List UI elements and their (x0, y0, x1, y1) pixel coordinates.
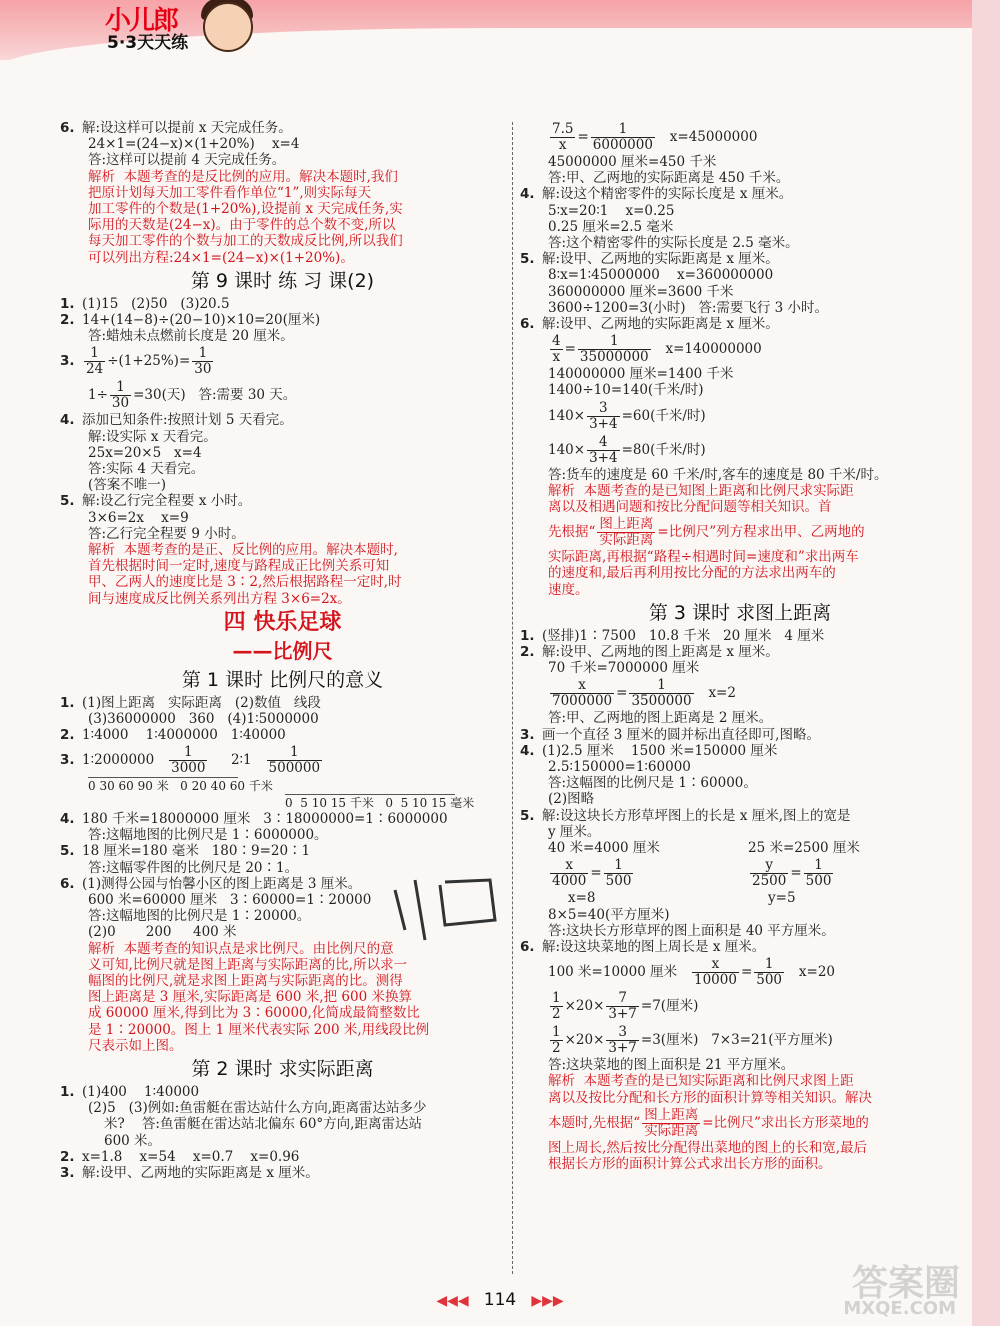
analysis-block (520, 1073, 960, 1172)
numerator: 图上距离 (599, 516, 654, 533)
denominator: 实际距离 (599, 532, 654, 549)
answer-line: 答:蜡烛未点燃前长度是 20 厘米。 (88, 328, 294, 345)
numerator: 1 (552, 1024, 561, 1041)
question-number: 1. (60, 295, 75, 312)
fraction (629, 678, 693, 709)
answer-line: 答:乙行完全程要 9 小时。 (88, 525, 245, 542)
answer-line: 5∶x=20∶1 x=0.25 (548, 202, 675, 219)
analysis-line: 解析 本题考查的是已知图上距离和比例尺求实际距 (548, 482, 854, 499)
answer-line: 解:设甲、乙两地的图上距离是 x 厘米。 (542, 644, 779, 661)
fraction (578, 334, 651, 365)
fraction (597, 517, 655, 548)
answer-line: 600 米=60000 厘米 3∶60000=1∶20000 (88, 891, 372, 908)
denominator: 24 (86, 361, 104, 378)
fraction (606, 1025, 639, 1056)
analysis-line: 把原计划每天加工零件看作单位“1”,则实际每天 (88, 184, 372, 201)
answer-line: (2)5 (3)例如:鱼雷艇在雷达站什么方向,距离雷达站多少 (88, 1100, 427, 1117)
numerator: 7 (618, 990, 627, 1007)
answer-line: 2.5∶150000=1∶60000 (548, 759, 691, 776)
question-number: 1. (520, 627, 535, 644)
expression: ×20× (564, 1032, 605, 1049)
answer-line: 答:这幅图的比例尺是 1∶60000。 (548, 775, 757, 792)
denominator: 6000000 (592, 137, 653, 153)
scale-ratio: 1∶2000000 (82, 752, 155, 769)
line-scale: 0 30 60 90 米 0 20 40 60 千米 (88, 779, 273, 794)
lesson-heading: 第 2 课时 求实际距离 (191, 1057, 374, 1080)
answer-line: (3)36000000 360 (4)1∶5000000 (88, 711, 319, 728)
pen-scribble (385, 870, 515, 960)
fraction (550, 678, 614, 709)
denominator: 2 (552, 1040, 561, 1057)
question-number: 4. (60, 810, 75, 827)
question-number: 6. (60, 120, 75, 136)
question-number: 3. (60, 1164, 75, 1181)
numerator: 1 (764, 956, 774, 973)
line-scale: 0 5 10 15 千米 0 5 10 15 毫米 (285, 795, 475, 810)
question-number: 1. (60, 694, 75, 711)
answer-line: y 厘米。 (548, 823, 601, 840)
fraction (606, 991, 639, 1022)
question-number: 3. (520, 726, 535, 743)
answer-line: 解:设这个精密零件的实际长度是 x 厘米。 (542, 186, 793, 203)
mascot-icon (203, 2, 253, 52)
analysis-line: 速度。 (548, 581, 589, 598)
analysis-line: 成 60000 厘米,得到比为 3∶60000,化简成最简整数比 (88, 1005, 420, 1022)
expression: = (577, 129, 589, 145)
analysis-line: 图上周长,然后按比分配得出菜地的图上的长和宽,最后 (548, 1139, 868, 1156)
numerator: x (565, 857, 573, 874)
analysis-line: 先根据“ (548, 524, 596, 541)
prev-arrows-icon: ◀◀◀ (436, 1293, 469, 1309)
watermark-url: MXQE.COM (843, 1298, 956, 1319)
column-divider (512, 122, 513, 1274)
next-arrows-icon: ▶▶▶ (531, 1293, 564, 1309)
analysis-line: 首先根据时间一定时,速度与路程成正比例关系可知 (88, 558, 390, 575)
analysis-line: 根据长方形的面积计算公式求出长方形的面积。 (548, 1155, 832, 1172)
answer-line: 18 厘米=180 毫米 180∶9=20∶1 (82, 843, 311, 860)
expression: 140× (548, 407, 586, 424)
numerator: 图上距离 (644, 1106, 699, 1123)
unit-subtitle: ——比例尺 (232, 638, 333, 663)
answer-line: (答案不唯一) (88, 477, 167, 494)
lesson-heading: 第 9 课时 练 习 课(2) (190, 269, 375, 292)
analysis-line: 图上距离是 3 厘米,实际距离是 600 米,把 600 米换算 (88, 989, 412, 1006)
fraction (754, 957, 784, 988)
analysis-line: =比例尺”求出长方形菜地的 (702, 1114, 869, 1131)
analysis-line: 的速度和,最后再利用按比分配的方法求出两车的 (548, 565, 836, 582)
expression: =30(天) 答:需要 30 天。 (133, 387, 297, 404)
answer-line: (1)测得公园与怡馨小区的图上距离是 3 厘米。 (82, 875, 362, 892)
answer-line: 解:设这样可以提前 x 天完成任务。 (82, 120, 292, 136)
fraction (550, 122, 575, 153)
expression: x=140000000 (665, 341, 762, 358)
denominator: 500 (605, 873, 632, 890)
fraction (84, 346, 105, 377)
denominator: 500 (805, 873, 832, 890)
answer-line: 解:设甲、乙两地的实际距离是 x 厘米。 (542, 316, 779, 333)
fraction (550, 1025, 563, 1056)
answer-line: 答:甲、乙两地的图上距离是 2 厘米。 (548, 710, 773, 727)
question-number: 5. (60, 843, 75, 860)
denominator: 7000000 (552, 693, 613, 710)
answer-line: 14+(14−8)÷(20−10)×10=20(厘米) (82, 312, 321, 329)
answer-line: 答:这块长方形草坪的图上面积是 40 平方厘米。 (548, 922, 835, 939)
numerator: 1 (116, 379, 125, 396)
analysis-line: 尺表示如上图。 (88, 1037, 183, 1054)
expression: x=20 (798, 964, 836, 981)
analysis-line: 际用的天数是(24−x)。由于零件的总个数不变,所以 (88, 217, 396, 234)
analysis-block (520, 483, 960, 598)
numerator: 1 (90, 345, 99, 362)
expression: =60(千米/时) (621, 407, 706, 424)
answer-line: 解:设实际 x 天看完。 (88, 428, 217, 445)
analysis-line: =比例尺”列方程求出甲、乙两地的 (657, 524, 865, 541)
fraction (587, 435, 620, 466)
answer-line: y=5 (768, 890, 796, 907)
fraction (692, 957, 739, 988)
denominator: 3000 (171, 760, 206, 777)
denominator: 4000 (552, 873, 587, 890)
answer-line: 0.25 厘米=2.5 毫米 (548, 218, 674, 235)
answer-line: x=1.8 x=54 x=0.7 x=0.96 (82, 1148, 300, 1165)
numerator: 7.5 (552, 121, 574, 137)
denominator: 30 (111, 395, 130, 412)
answer-line: 8∶x=1∶45000000 x=360000000 (548, 267, 774, 284)
expression: 1÷ (88, 387, 108, 404)
fraction (110, 380, 131, 411)
answer-6 (60, 120, 505, 169)
expression: 140× (548, 441, 586, 458)
question-number: 2. (520, 644, 535, 661)
answer-line: 70 千米=7000000 厘米 (548, 660, 700, 677)
fraction (267, 745, 323, 776)
analysis-line: 解析 本题考查的是已知实际距离和比例尺求图上距 (548, 1073, 854, 1090)
numerator: 3 (618, 1024, 627, 1041)
fraction (591, 122, 655, 153)
question-number: 5. (520, 251, 535, 268)
question-number: 2. (60, 312, 75, 329)
expression: ÷(1+25%)= (107, 353, 191, 370)
page-edge-strip (972, 0, 1000, 1326)
answer-line: 添加已知条件:按照计划 5 天看完。 (82, 412, 293, 429)
numerator: 3 (599, 399, 608, 416)
answer-line: 答:这幅地图的比例尺是 1∶20000。 (88, 908, 311, 925)
brand-logo (105, 0, 265, 60)
denominator: 实际距离 (644, 1122, 699, 1139)
fraction (169, 745, 207, 776)
numerator: 1 (198, 345, 208, 362)
scale-ratio: 2∶1 (230, 752, 252, 769)
page-number: 114 (483, 1290, 517, 1310)
numerator: 1 (183, 744, 193, 761)
numerator: 1 (814, 857, 823, 874)
answer-line: 360000000 厘米=3600 千米 (548, 283, 734, 300)
denominator: 2 (552, 1006, 561, 1023)
expression: x=45000000 (669, 129, 758, 145)
question-number: 6. (520, 938, 535, 955)
answer-line: 解:设这块菜地的图上周长是 x 厘米。 (542, 938, 766, 955)
answer-line: 3×6=2x x=9 (88, 509, 189, 526)
expression: ×20× (564, 998, 605, 1015)
expression: 100 米=10000 厘米 (548, 964, 678, 981)
question-number: 5. (60, 493, 75, 510)
answer-line: 答:这样可以提前 4 天完成任务。 (88, 152, 286, 169)
brand-title: 小儿郎 (105, 6, 178, 36)
answer-line: (1)15 (2)50 (3)20.5 (82, 295, 230, 312)
analysis-line: 加工零件的个数是(1+20%),设提前 x 天完成任务,实 (88, 201, 403, 218)
question-number: 6. (520, 316, 535, 333)
answer-line: 答:甲、乙两地的实际距离是 450 千米。 (548, 170, 790, 187)
answer-line: 解:设这块长方形草坪图上的长是 x 厘米,图上的宽是 (542, 807, 851, 824)
fraction (550, 991, 563, 1022)
denominator: 3+4 (589, 415, 618, 432)
analysis-line: 解析 本题考查的是反比例的应用。解决本题时,我们 (88, 168, 398, 185)
right-column: $\frac{7.5}{x}$ = $\frac{1}{6000000}$ x=45000000 45000000 厘米=450 千米 答:甲、乙两地的实际距离是 450 千米。 4. 解:设这个精密零件的实际长度是 x 厘米。 5∶x=20∶1 x=0.25 0.25 厘米=2.5 毫米 答:这个精密零件的实际长度是 2.5 毫米。 5. 解:设甲、乙两地的实际距离是 x 厘米。 8∶x=1∶45000000 x=360000000 360000000 厘米=3600 千米 3600÷1200=3(小时) 答:需要飞行 3 小时。 6. 解:设甲、乙两地的实际距离是 x 厘米。 $\frac{4}{x}$ = $\frac{1}{35000000}$ x=140000000 140000000 厘米=1400 千米 1400÷10=140(千米/时) 140× $\frac{3}{3+4}$ =60(千米/时) 140× $\frac{4}{3+4}$ =80(千米/时) 答:货车的速度是 60 千米/时,客车的速度是 80 千米/时。 解析 本题考查的是已知图上距离和比例尺求实际距 离以及相遇问题和按比分配问题等相关知识。首 先根据“ $\frac{\text{图上距离}}{\text{实际距离}}$ =比例尺”列方程求出甲、乙两地的 实际距离,再根据“路程÷相遇时间=速度和”求出两车 的速度和,最后再利用按比分配的方法求出两车的 速度。 第 3 课时 求图上距离 1. (竖排)1∶7500 10.8 千米 20 厘米 4 厘米 2. 解:设甲、乙两地的图上距离是 x 厘米。 70 千米=7000000 厘米 $\frac{x}{7000000}$ = $\frac{1}{3500000}$ x=2 答:甲、乙两地的图上距离是 2 厘米。 3. 画一个直径 3 厘米的圆并标出直径即可,图略。 4. (1)2.5 厘米 1500 米=150000 厘米 2.5∶150000=1∶60000 答:这幅图的比例尺是 1∶60000。 (2)图略 5. 解:设这块长方形草坪图上的长是 x 厘米,图上的宽是 y 厘米。 40 米=4000 厘米 25 米=2500 厘米 $\frac{x}{4000}$ = $\frac{1}{500}$ $\frac{y}{2500}$ = $\frac{1}{500}$ x=8 y=5 8×5=40(平方厘米) 答:这块长方形草坪的图上面积是 40 平方厘米。 6. 解:设这块菜地的图上周长是 x 厘米。 100 米=10000 厘米 $\frac{x}{10000}$ = $\frac{1}{500}$ x=20 $\frac{1}{2}$ ×20× $\frac{7}{3+7}$ =7(厘米) $\frac{1}{2}$ ×20× $\frac{3}{3+7}$ =3(厘米) 7×3=21(平方厘米) 答:这块菜地的图上面积是 21 平方厘米。 解析 本题考查的是已知实际距离和比例尺求图上距 离以及按比分配和长方形的面积计算等相关知识。解决 本题时,先根据“ $\frac{\text{图上距离}}{\text{实际距离}}$ =比例尺”求出长方形菜地的 图上周长,然后按比分配得出菜地的图上的长和宽,最后 根据长方形的面积计算公式求出长方形的面积。 (520, 120, 960, 1172)
answer-line: 答:货车的速度是 60 千米/时,客车的速度是 80 千米/时。 (548, 466, 888, 483)
answer-line: 米? 答:鱼雷艇在雷达站北偏东 60°方向,距离雷达站 (104, 1116, 422, 1133)
denominator: 3+7 (608, 1040, 637, 1057)
lesson-heading: 第 3 课时 求图上距离 (648, 601, 832, 624)
answer-line: 140000000 厘米=1400 千米 (548, 366, 734, 383)
answer-line: (2)图略 (548, 791, 595, 808)
analysis-line: 解析 本题考查的知识点是求比例尺。由比例尺的意 (88, 940, 394, 957)
denominator: 500000 (268, 760, 321, 777)
numerator: 1 (657, 677, 666, 694)
answer-line: 答:这块菜地的图上面积是 21 平方厘米。 (548, 1057, 795, 1074)
numerator: 4 (599, 433, 608, 450)
fraction (750, 858, 788, 889)
question-number: 4. (60, 412, 75, 429)
numerator: 1 (618, 121, 628, 137)
answer-line: 答:这幅零件图的比例尺是 20∶1。 (88, 859, 299, 876)
numerator: 4 (552, 333, 561, 350)
numerator: 1 (552, 990, 561, 1007)
answer-line: 40 米=4000 厘米 (548, 840, 660, 857)
numerator: 1 (289, 744, 299, 761)
analysis-line: 幅图的比例尺,就是求图上距离与实际距离的比。测得 (88, 972, 403, 989)
numerator: x (711, 956, 720, 973)
numerator: y (765, 857, 773, 874)
answer-line: (1)400 1∶40000 (82, 1083, 200, 1100)
fraction (804, 858, 834, 889)
brand-subtitle: 5·3天天练 (107, 33, 189, 53)
denominator: 3+4 (589, 449, 618, 466)
numerator: x (578, 677, 586, 694)
analysis-line: 间与速度成反比例关系列出方程 3×6=2x。 (88, 590, 351, 607)
denominator: x (550, 349, 563, 365)
answer-line: 解:设乙行完全程要 x 小时。 (82, 493, 252, 510)
denominator: 3+7 (608, 1006, 637, 1023)
question-number: 5. (520, 807, 535, 824)
analysis-line: 可以列出方程:24×1=(24−x)×(1+20%)。 (88, 249, 354, 266)
left-column (60, 120, 505, 1181)
fraction (642, 1108, 700, 1139)
denominator: 3500000 (631, 693, 692, 710)
answer-line: 答:实际 4 天看完。 (88, 461, 205, 478)
answer-line: (1)2.5 厘米 1500 米=150000 厘米 (542, 742, 778, 759)
answer-line: 600 米。 (104, 1132, 162, 1149)
expression: =80(千米/时) (621, 441, 706, 458)
answer-line: 45000000 厘米=450 千米 (548, 154, 717, 170)
denominator: 500 (756, 972, 783, 989)
analysis-line: 本题时,先根据“ (548, 1114, 641, 1131)
expression: x=2 (708, 685, 736, 702)
answer-line: (1)图上距离 实际距离 (2)数值 线段 (82, 694, 321, 711)
analysis-block (60, 169, 505, 266)
answer-line: 画一个直径 3 厘米的圆并标出直径即可,图略。 (542, 726, 820, 743)
answer-line: 解:设甲、乙两地的实际距离是 x 厘米。 (542, 251, 779, 268)
denominator: 10000 (693, 972, 737, 989)
question-number: 2. (60, 727, 75, 744)
denominator: 35000000 (579, 349, 649, 366)
fraction (192, 346, 213, 377)
numerator: 1 (609, 333, 619, 350)
answer-line: 3600÷1200=3(小时) 答:需要飞行 3 小时。 (548, 299, 829, 316)
numerator: 1 (614, 857, 623, 874)
fraction (550, 858, 588, 889)
lesson-heading: 第 1 课时 比例尺的意义 (181, 668, 384, 691)
question-number: 3. (60, 353, 75, 370)
fraction (604, 858, 634, 889)
expression: =7(厘米) (640, 998, 699, 1015)
fraction (550, 334, 563, 365)
unit-title: 四 快乐足球 (223, 609, 342, 635)
question-number: 2. (60, 1148, 75, 1165)
answer-line: 25x=20×5 x=4 (88, 444, 202, 461)
question-number: 4. (520, 742, 535, 759)
analysis-line: 解析 本题考查的是正、反比例的应用。解决本题时, (88, 542, 398, 559)
question-number: 1. (60, 1083, 75, 1100)
line-scale: (2)0 200 400 米 (88, 924, 237, 941)
analysis-line: 甲、乙两人的速度比是 3∶2,然后根据路程一定时,时 (88, 574, 402, 591)
answer-line: 1∶4000 1∶4000000 1∶40000 (82, 727, 286, 744)
fraction (587, 401, 620, 432)
answer-line: 180 千米=18000000 厘米 3∶18000000=1∶6000000 (82, 810, 448, 827)
answer-line: 8×5=40(平方厘米) (548, 906, 670, 923)
analysis-line: 是 1∶20000。图上 1 厘米代表实际 200 米,用线段比例 (88, 1021, 430, 1038)
question-number: 6. (60, 875, 75, 892)
analysis-line: 实际距离,再根据“路程÷相遇时间=速度和”求出两车 (548, 549, 859, 566)
expression: =3(厘米) 7×3=21(平方厘米) (640, 1032, 833, 1049)
analysis-line: 离以及相遇问题和按比分配问题等相关知识。首 (548, 499, 832, 516)
answer-line: 答:这个精密零件的实际长度是 2.5 毫米。 (548, 235, 799, 252)
analysis-line: 义可知,比例尺就是图上距离与实际距离的比,所以求一 (88, 956, 408, 973)
answer-line: 24×1=(24−x)×(1+20%) x=4 (88, 136, 300, 153)
watermark-logo: 答案圈 (851, 1263, 960, 1304)
denominator: 2500 (752, 873, 787, 890)
answer-line: 解:设甲、乙两地的实际距离是 x 厘米。 (82, 1164, 319, 1181)
answer-line: 答:这幅地图的比例尺是 1∶6000000。 (88, 827, 328, 844)
answer-line: x=8 (568, 890, 596, 907)
answer-line: 1400÷10=140(千米/时) (548, 382, 704, 399)
denominator: x (550, 137, 575, 153)
analysis-line: 离以及按比分配和长方形的面积计算等相关知识。解决 (548, 1089, 872, 1106)
question-number: 4. (520, 186, 535, 203)
question-number: 3. (60, 752, 75, 769)
analysis-block (60, 542, 505, 607)
answer-line: (竖排)1∶7500 10.8 千米 20 厘米 4 厘米 (542, 627, 825, 644)
denominator: 30 (194, 361, 212, 378)
answer-line: 25 米=2500 厘米 (748, 840, 860, 857)
analysis-line: 每天加工零件的个数与加工的天数成反比例,所以我们 (88, 233, 403, 250)
